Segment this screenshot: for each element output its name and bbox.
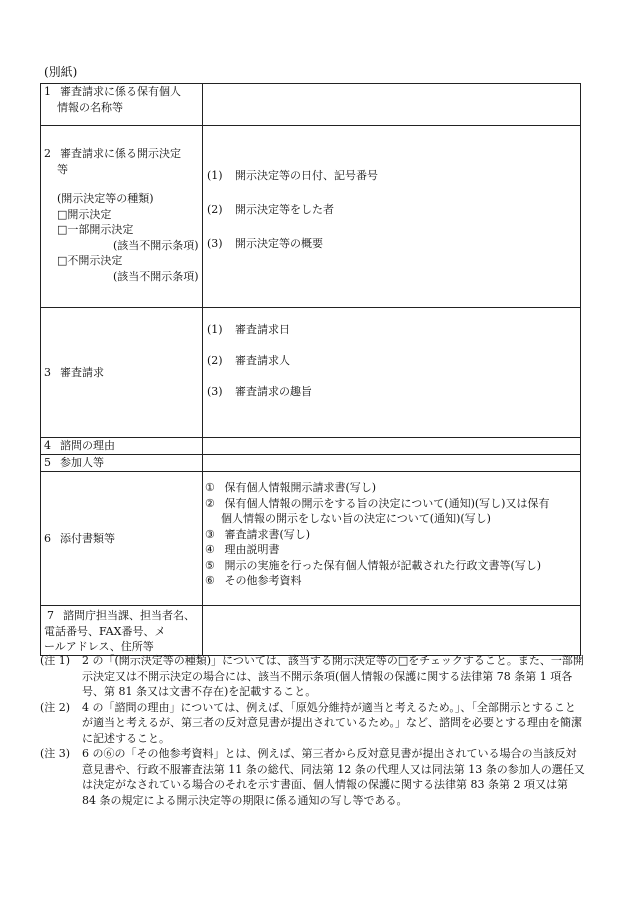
attachment-item: ⑤ 開示の実施を行った保有個人情報が記載された行政文書等(写し) bbox=[205, 558, 542, 572]
row-5-content bbox=[203, 455, 581, 472]
table-row bbox=[41, 472, 581, 606]
row-5-label: 5 参加人等 bbox=[41, 455, 203, 472]
row-6-content bbox=[203, 472, 581, 606]
footnote-3: (注 3) 6 の⑥の「その他参考資料」とは、例えば、第三者から反対意見書が提出されている場合の当該反対意見書や、行政不服審査法第 11 条の総代、同法第 12 条の代理人又は同法第 13 条の参加人の選任又は決定がなされている場合のそれを示す書面、個人情報の保護に関する法律第 83 条第 2 項又は第 84 条の規定による開示決定等の期限に係る通知の写し等である。 bbox=[40, 747, 585, 807]
attachment-item: ③ 審査請求書(写し) bbox=[205, 527, 311, 541]
row-3-content bbox=[203, 308, 581, 438]
row-4-content bbox=[203, 438, 581, 455]
disclosure-kinds: (開示決定等の種類) □開示決定 □一部開示決定 (該当不開示条項) □不開示決定 (該当不開示条項) bbox=[41, 191, 202, 284]
row-7-content bbox=[203, 606, 581, 656]
footnotes bbox=[40, 653, 585, 808]
attachment-item: ④ 理由説明書 bbox=[205, 543, 280, 556]
table-row bbox=[41, 606, 581, 656]
row-7-label: 7 諮問庁担当課、担当者名、 電話番号、FAX番号、メ ールアドレス、住所等 bbox=[41, 606, 203, 656]
list-item: (1) 開示決定等の日付、記号番号 bbox=[207, 169, 378, 182]
table-row bbox=[41, 455, 581, 472]
footnote-1: (注 1) 2 の「(開示決定等の種類)」については、該当する開示決定等の□をチェックすること。また、一部開示決定又は不開示決定の場合には、該当不開示条項(個人情報の保護に関する法律第 78 条第 1 項各号、第 81 条又は文書不存在)を記載すること。 bbox=[40, 654, 584, 698]
review-request-form-table bbox=[40, 83, 581, 656]
table-row bbox=[41, 84, 581, 126]
page-title: (別紙) bbox=[44, 65, 78, 79]
table-row bbox=[41, 438, 581, 455]
attachment-item: ⑥ その他参考資料 bbox=[205, 574, 302, 587]
table-row bbox=[41, 126, 581, 308]
checkbox-full-disclosure[interactable]: □開示決定 bbox=[57, 207, 112, 221]
row-2-content bbox=[203, 126, 581, 308]
attachment-item: ② 保有個人情報の開示をする旨の決定について(通知)(写し)又は保有 個人情報の開示をしない旨の決定について(通知)(写し) bbox=[205, 496, 550, 525]
list-item: (2) 審査請求人 bbox=[207, 354, 290, 367]
list-item: (3) 審査請求の趣旨 bbox=[207, 385, 312, 398]
table-row bbox=[41, 308, 581, 438]
list-item: (1) 審査請求日 bbox=[207, 323, 290, 336]
row-1-content bbox=[203, 84, 581, 126]
row-2-label: 2 審査請求に係る開示決定 等 (開示決定等の種類) □開示決定 □一部開示決定 (該当不開示条項) □不開示決定 (該当不開示条項) bbox=[41, 126, 203, 308]
checkbox-non-disclosure[interactable]: □不開示決定 bbox=[57, 254, 123, 267]
row-1-label: 1 審査請求に係る保有個人 情報の名称等 bbox=[41, 84, 203, 126]
row-3-label: 3 審査請求 bbox=[41, 308, 203, 438]
row-6-label: 6 添付書類等 bbox=[41, 472, 203, 606]
list-item: (3) 開示決定等の概要 bbox=[207, 237, 323, 250]
attachment-item: ① 保有個人情報開示請求書(写し) bbox=[205, 481, 377, 494]
row-4-label: 4 諮問の理由 bbox=[41, 438, 203, 455]
footnote-2: (注 2) 4 の「諮問の理由」については、例えば、「原処分維持が適当と考えるため。」、「全部開示とすることが適当と考えるが、第三者の反対意見書が提出されているため。」など、諮問を必要とする理由を簡潔に記述すること。 bbox=[40, 700, 583, 745]
list-item: (2) 開示決定等をした者 bbox=[207, 203, 334, 216]
checkbox-partial-disclosure[interactable]: □一部開示決定 bbox=[57, 223, 134, 236]
